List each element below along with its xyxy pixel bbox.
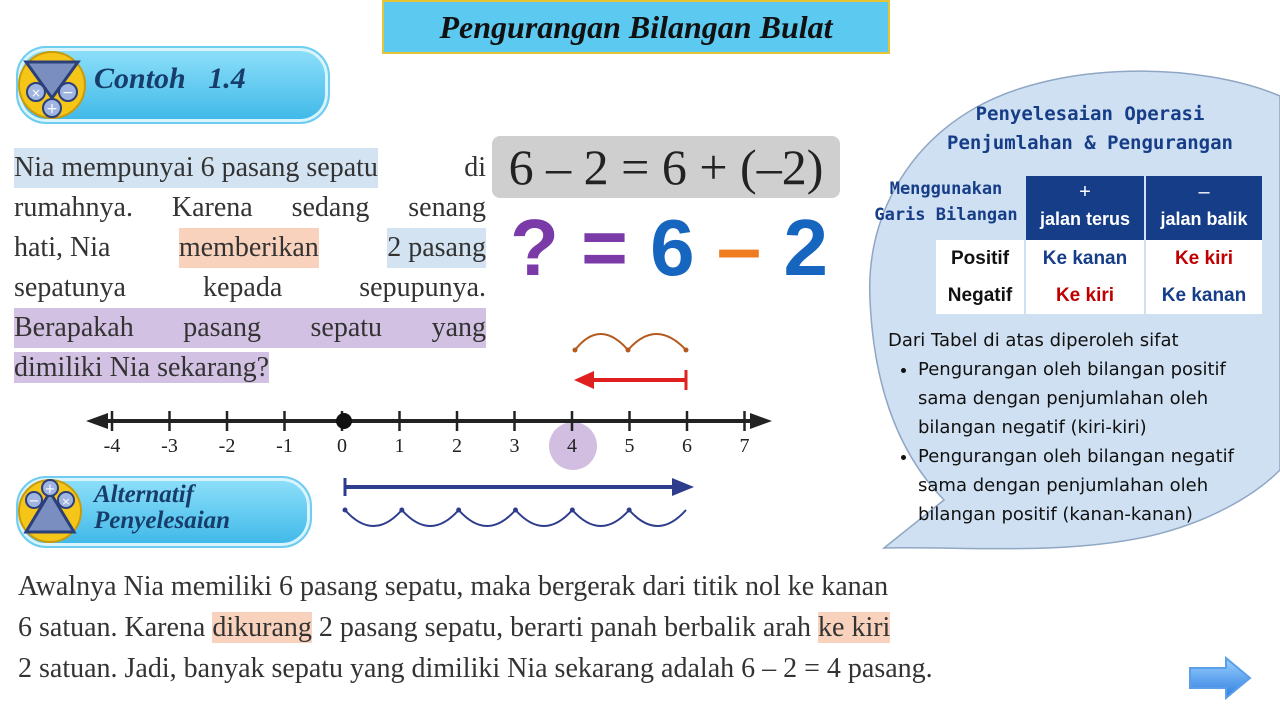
story-text: hati, Nia [14,232,111,263]
equation-text: 6 – 2 = 6 + (–2) [508,139,824,195]
table-header-plus [1026,176,1144,240]
tick-label: -4 [103,435,121,457]
tick-label: -3 [161,435,178,457]
hop-dot [456,508,461,513]
page-title-banner [382,0,890,54]
bubble-bullet: • Pengurangan oleh bilangan negatif sama dengan penjumlahan oleh bilangan positif (kanan-kanan) [918,442,1270,529]
tick-label: 6 [682,435,692,457]
tick-label: 2 [452,435,462,457]
hop-dot [399,508,404,513]
big-equation [510,200,828,296]
hop-arc [459,510,516,526]
story-text: sepatunya kepada sepupunya. [14,272,486,303]
contoh-number: 1.4 [208,62,246,95]
svg-text:−: − [62,85,74,101]
table-header-minus [1146,176,1262,240]
explanation-text: 2 pasang sepatu, berarti panah berbalik arah [311,612,819,643]
row-positif-minus: Ke kiri [1146,240,1262,278]
bubble-bullet: • Pengurangan oleh bilangan positif sama dengan penjumlahan oleh bilangan negatif (kiri-kiri) [918,355,1270,442]
row-positif-plus: Ke kanan [1026,240,1144,278]
minus-col-label: jalan balik [1160,209,1248,229]
explanation-text: 6 satuan. Karena [18,612,213,643]
story-highlight-memberikan: memberikan [179,228,319,268]
hop-arc [345,510,402,526]
hop-dot [570,508,575,513]
highlight-dikurang: dikurang [212,612,312,643]
tick-label: 5 [624,435,635,457]
math-symbols-icon [14,50,90,120]
story-question: dimiliki Nia sekarang? [14,352,270,383]
hop-arc [628,334,686,350]
story-text: di [464,152,486,183]
hop-arc [629,510,686,526]
svg-text:+: + [44,482,56,497]
tick-label: 4 [567,435,577,457]
tick-label: 7 [739,435,750,457]
story-question: Berapakah pasang sepatu yang [14,308,486,348]
svg-text:×: × [30,86,42,100]
story-text: Nia mempunyai 6 pasang sepatu [14,148,378,188]
tick-label: 3 [509,435,520,457]
next-arrow-button[interactable] [1188,656,1252,700]
story-text: rumahnya. Karena sedang senang [14,192,486,223]
highlight-ke-kiri: ke kiri [818,612,891,643]
bubble-title-line1: Penyelesaian Operasi [975,103,1205,125]
origin-point [336,413,352,429]
side-label-line2: Garis Bilangan [874,205,1018,225]
bubble-properties [888,326,1270,529]
minus-symbol: – [1198,181,1210,203]
side-label-line1: Menggunakan [889,179,1003,199]
equation-box [492,136,840,198]
hops-below [343,508,687,527]
tick-label: -2 [218,435,236,457]
tick-label: 1 [394,435,405,457]
eq-equals: = [581,203,628,292]
contoh-label: Contoh [94,62,186,95]
tick-label: -1 [276,435,293,457]
explanation-line: Awalnya Nia memiliki 6 pasang sepatu, maka bergerak dari titik nol ke kanan [18,571,889,602]
alternatif-line2: Penyelesaian [94,507,231,534]
svg-text:−: − [28,494,40,509]
hop-arc [402,510,459,526]
bubble-intro: Dari Tabel di atas diperoleh sifat [888,330,1179,351]
story-text: 2 pasang [387,228,486,268]
eq-question-mark: ? [510,203,559,292]
alternatif-line1: Alternatif [94,481,195,508]
math-symbols-icon [14,478,86,544]
hop-arc [575,334,628,350]
plus-symbol: + [1079,181,1091,203]
explanation-line: 2 satuan. Jadi, banyak sepatu yang dimiliki Nia sekarang adalah 6 – 2 = 4 pasang. [18,653,933,684]
tick-label: 0 [337,435,347,457]
explanation-paragraph [18,566,933,689]
bubble-title [920,100,1260,158]
hop-dot [627,508,632,513]
bubble-title-line2: Penjumlahan & Pengurangan [947,132,1233,154]
eq-minus: – [716,203,762,292]
hop-dot [513,508,518,513]
eq-six: 6 [650,203,695,292]
hop-arc [572,510,629,526]
page-title: Pengurangan Bilangan Bulat [439,8,833,45]
hop-dot [343,508,348,513]
bubble-side-label [866,176,1026,228]
svg-text:+: + [46,101,58,117]
plus-col-label: jalan terus [1039,209,1131,229]
eq-two: 2 [783,203,829,292]
row-negatif-label: Negatif [936,278,1024,314]
hop-arc [516,510,573,526]
row-negatif-plus: Ke kiri [1026,278,1144,314]
row-positif-label: Positif [936,240,1024,278]
svg-text:×: × [61,495,71,508]
row-negatif-minus: Ke kanan [1146,278,1262,314]
